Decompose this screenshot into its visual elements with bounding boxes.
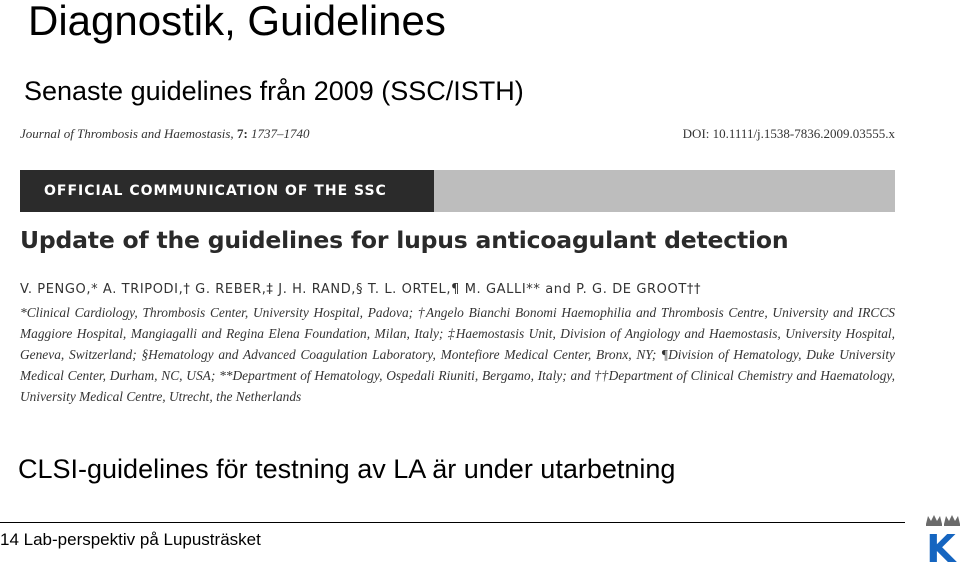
journal-volume: 7: [236, 126, 248, 141]
crown-icon [926, 515, 960, 526]
paper-affiliations: *Clinical Cardiology, Thrombosis Center, University Hospital, Padova; †Angelo Bianchi Bonomi Haemophilia and Thrombosis Centre, University and IRCCS Maggiore Hospital, Mangiagalli and Regina Elena Foundation, Milan, Italy; ‡Haemostasis Unit, Division of Angiology and Haemostasis, University Hospital, Geneva, Switzerland; §Hematology and Advanced Coagulation Laboratory, Montefiore Medical Center, Bronx, NY; ¶Division of Hematology, Duke University Medical Center, Durham, NC, USA; **Department of Hematology, Ospedali Riuniti, Bergamo, Italy; and ††Department of Clinical Chemistry and Haematology, University Medical Centre, Utrecht, the Netherlands [20, 305, 895, 404]
footer-divider [0, 522, 905, 523]
journal-reference [20, 126, 310, 142]
paper-excerpt [20, 122, 895, 404]
logo-letter: K [926, 527, 956, 564]
ssc-banner-dark [20, 170, 434, 212]
ssc-banner-text: OFFICIAL COMMUNICATION OF THE SSC [44, 183, 387, 199]
karolinska-logo [920, 512, 960, 564]
doi-text: DOI: 10.1111/j.1538-7836.2009.03555.x [682, 126, 895, 141]
paper-title: Update of the guidelines for lupus anticoagulant detection [20, 226, 789, 254]
footer-text: 14 Lab-perspektiv på Lupusträsket [0, 530, 261, 549]
journal-pages: 1737–1740 [251, 126, 310, 141]
journal-name: Journal of Thrombosis and Haemostasis, [20, 126, 234, 141]
ssc-banner [20, 170, 895, 212]
journal-header [20, 122, 895, 146]
clsi-note: CLSI-guidelines för testning av LA är under utarbetning [18, 454, 676, 484]
slide-title: Diagnostik, Guidelines [28, 0, 446, 44]
paper-authors: V. PENGO,* A. TRIPODI,† G. REBER,‡ J. H. RAND,§ T. L. ORTEL,¶ M. GALLI** and P. G. DE GROOT†† [20, 282, 702, 297]
slide-subtitle: Senaste guidelines från 2009 (SSC/ISTH) [24, 76, 524, 106]
